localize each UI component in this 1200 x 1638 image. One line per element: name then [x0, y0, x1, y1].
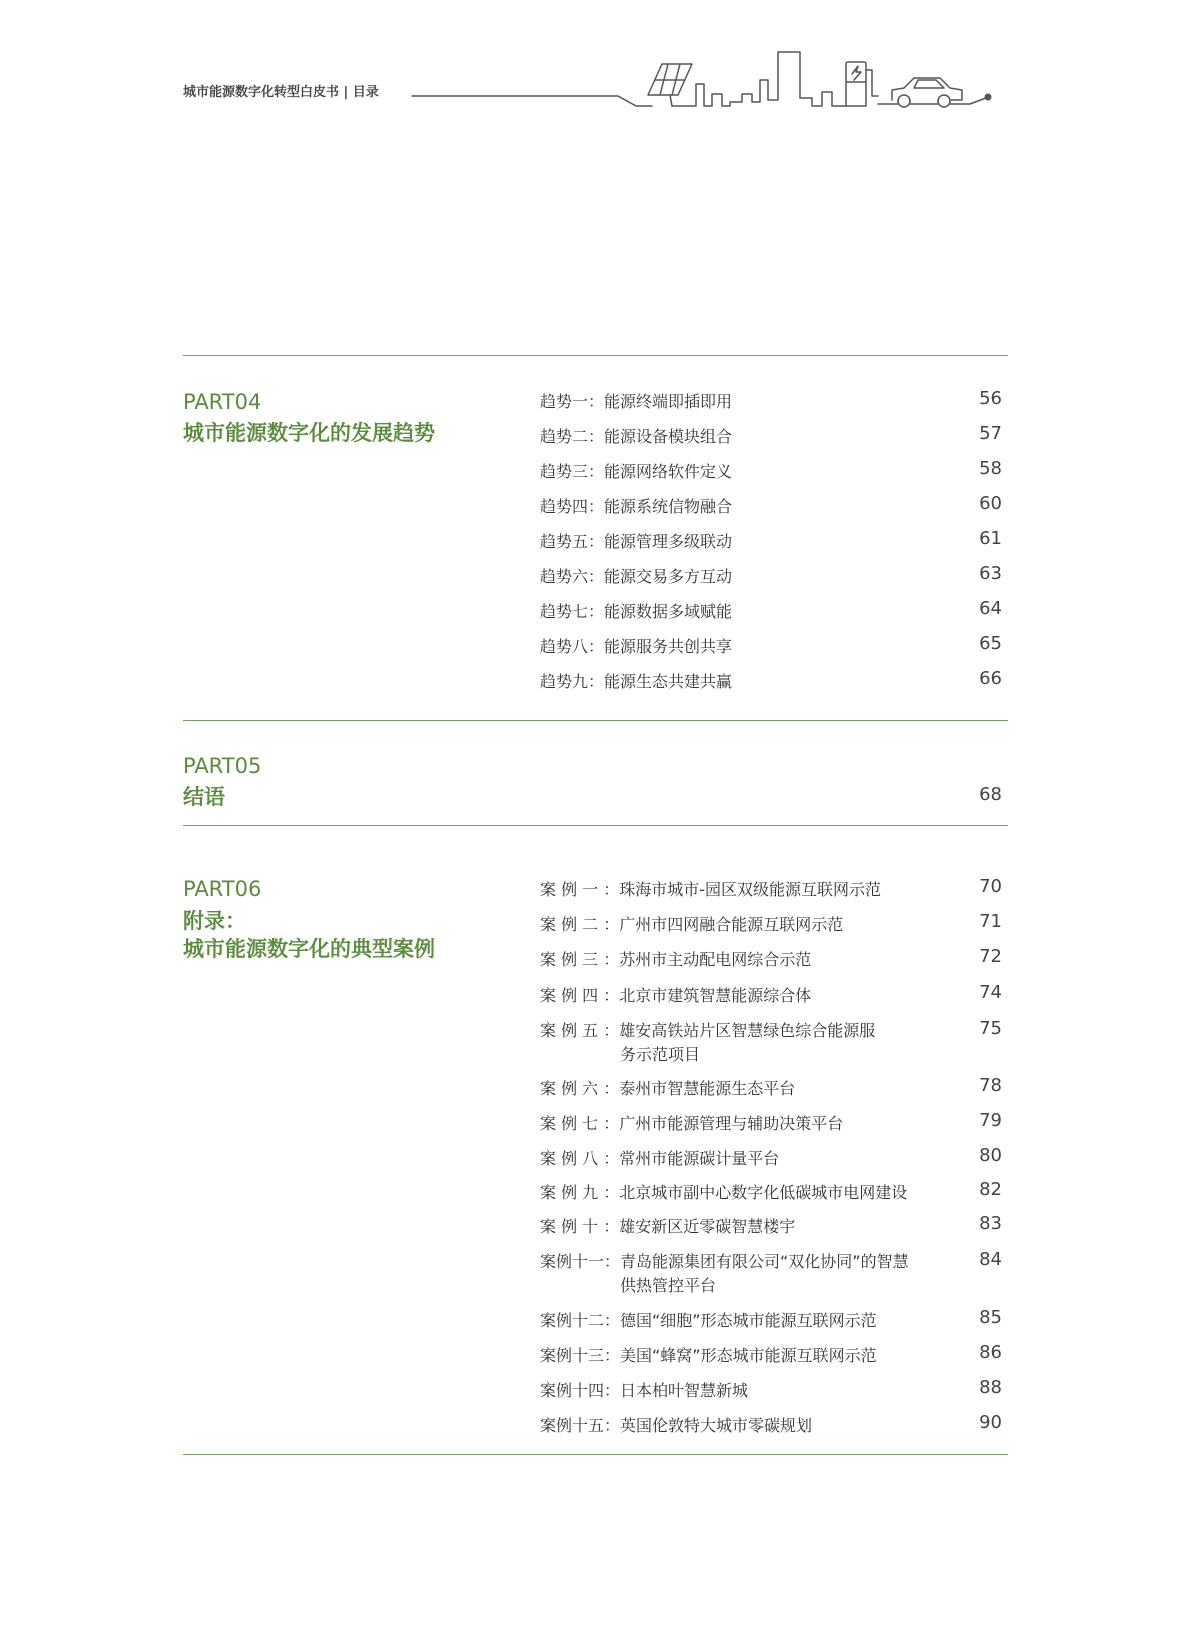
toc-entry-trend-7[interactable]: 趋势七：能源数据多域赋能 — [540, 602, 733, 621]
header-dot — [985, 94, 992, 101]
toc-page-trend-1: 56 — [979, 388, 1002, 409]
toc-page-case-2: 71 — [979, 911, 1002, 932]
part06-title-line2: 城市能源数字化的典型案例 — [183, 937, 435, 961]
toc-page-conclusion: 68 — [979, 784, 1002, 805]
toc-entry-case-6[interactable]: 案 例 六 ：泰州市智慧能源生态平台 — [540, 1079, 796, 1098]
toc-entry-case-12[interactable]: 案例十二：德国“细胞”形态城市能源互联网示范 — [540, 1311, 877, 1330]
toc-page-case-11: 84 — [979, 1249, 1002, 1270]
toc-page-case-6: 78 — [979, 1075, 1002, 1096]
toc-entry-case-7[interactable]: 案 例 七 ：广州市能源管理与辅助决策平台 — [540, 1114, 844, 1133]
toc-entry-trend-2[interactable]: 趋势二：能源设备模块组合 — [540, 427, 733, 446]
toc-entry-case-15[interactable]: 案例十五：英国伦敦特大城市零碳规划 — [540, 1416, 813, 1435]
part04-number: PART04 — [183, 390, 262, 414]
toc-entry-trend-5[interactable]: 趋势五：能源管理多级联动 — [540, 532, 733, 551]
car-icon — [878, 78, 986, 107]
toc-entry-case-10[interactable]: 案 例 十 ：雄安新区近零碳智慧楼宇 — [540, 1217, 796, 1236]
toc-page-case-1: 70 — [979, 876, 1002, 897]
toc-entry-case-8[interactable]: 案 例 八 ：常州市能源碳计量平台 — [540, 1149, 780, 1168]
divider-top — [183, 355, 1008, 356]
toc-page-case-10: 83 — [979, 1213, 1002, 1234]
toc-page-case-12: 85 — [979, 1307, 1002, 1328]
toc-entry-case-11[interactable]: 案例十一：青岛能源集团有限公司“双化协同”的智慧 — [540, 1252, 909, 1271]
part06-title-line1: 附录： — [183, 909, 246, 933]
toc-page-trend-4: 60 — [979, 493, 1002, 514]
header-rule — [412, 96, 652, 106]
toc-page-trend-6: 63 — [979, 563, 1002, 584]
running-header: 城市能源数字化转型白皮书 | 目录 — [183, 85, 379, 100]
toc-entry-trend-6[interactable]: 趋势六：能源交易多方互动 — [540, 567, 733, 586]
toc-page-trend-3: 58 — [979, 458, 1002, 479]
toc-entry-case-1[interactable]: 案 例 一 ：珠海市城市-园区双级能源互联网示范 — [540, 880, 882, 899]
divider-part06 — [183, 825, 1008, 826]
charging-station-icon — [846, 62, 878, 106]
toc-page-case-9: 82 — [979, 1179, 1002, 1200]
toc-page-trend-5: 61 — [979, 528, 1002, 549]
toc-entry-case-3[interactable]: 案 例 三 ：苏州市主动配电网综合示范 — [540, 950, 812, 969]
toc-page-trend-7: 64 — [979, 598, 1002, 619]
part05-title[interactable]: 结语 — [183, 785, 225, 809]
toc-entry-case-9[interactable]: 案 例 九 ：北京城市副中心数字化低碳城市电网建设 — [540, 1183, 908, 1202]
toc-page-case-5: 75 — [979, 1018, 1002, 1039]
toc-page-case-14: 88 — [979, 1377, 1002, 1398]
toc-page-case-4: 74 — [979, 982, 1002, 1003]
divider-part05 — [183, 720, 1008, 721]
toc-entry-trend-4[interactable]: 趋势四：能源系统信物融合 — [540, 497, 733, 516]
part04-title: 城市能源数字化的发展趋势 — [183, 421, 435, 445]
toc-entry-case-11-cont: 供热管控平台 — [620, 1276, 717, 1295]
toc-entry-case-14[interactable]: 案例十四：日本柏叶智慧新城 — [540, 1381, 749, 1400]
toc-page-case-15: 90 — [979, 1412, 1002, 1433]
divider-bottom — [183, 1454, 1008, 1455]
toc-entry-trend-3[interactable]: 趋势三：能源网络软件定义 — [540, 462, 733, 481]
toc-entry-case-5-cont: 务示范项目 — [620, 1045, 701, 1064]
toc-page-trend-9: 66 — [979, 668, 1002, 689]
toc-entry-case-4[interactable]: 案 例 四 ：北京市建筑智慧能源综合体 — [540, 986, 812, 1005]
toc-page-trend-8: 65 — [979, 633, 1002, 654]
toc-page-case-8: 80 — [979, 1145, 1002, 1166]
toc-entry-case-13[interactable]: 案例十三：美国“蜂窝”形态城市能源互联网示范 — [540, 1346, 877, 1365]
toc-entry-case-2[interactable]: 案 例 二 ：广州市四网融合能源互联网示范 — [540, 915, 844, 934]
toc-page-case-3: 72 — [979, 946, 1002, 967]
city-skyline-icon — [672, 52, 846, 106]
toc-page-case-7: 79 — [979, 1110, 1002, 1131]
toc-entry-trend-8[interactable]: 趋势八：能源服务共创共享 — [540, 637, 733, 656]
toc-entry-trend-1[interactable]: 趋势一：能源终端即插即用 — [540, 392, 733, 411]
solar-panel-icon — [648, 64, 692, 106]
part05-number: PART05 — [183, 754, 262, 778]
part06-number: PART06 — [183, 877, 262, 901]
toc-page-case-13: 86 — [979, 1342, 1002, 1363]
toc-page-trend-2: 57 — [979, 423, 1002, 444]
toc-entry-case-5[interactable]: 案 例 五 ：雄安高铁站片区智慧绿色综合能源服 — [540, 1021, 876, 1040]
header-illustration — [0, 0, 1200, 130]
toc-entry-trend-9[interactable]: 趋势九：能源生态共建共赢 — [540, 672, 733, 691]
